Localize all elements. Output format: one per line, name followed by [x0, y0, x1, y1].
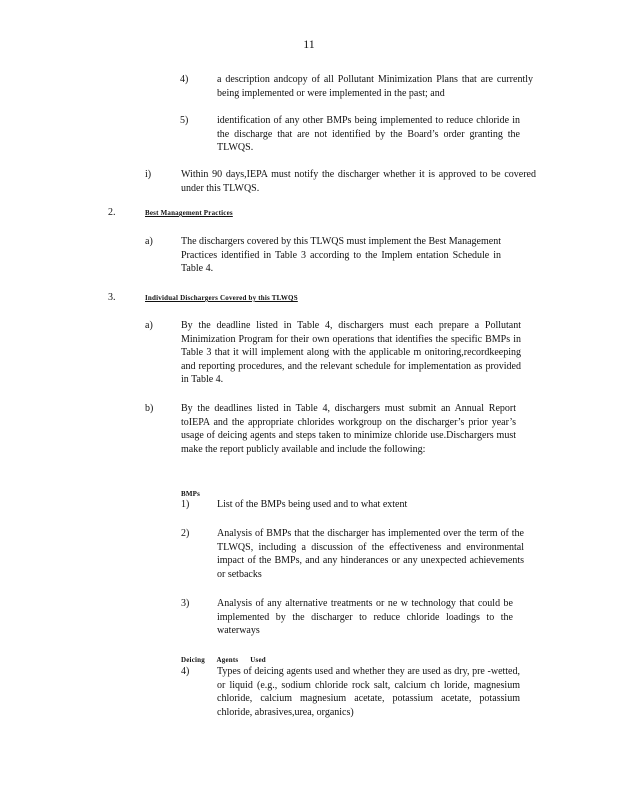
item-label: b)	[145, 403, 154, 414]
item-label: 1)	[181, 499, 190, 510]
list-item	[181, 527, 541, 583]
section-title: Individual Dischargers Covered by this TLWQS	[145, 294, 298, 302]
page-number: 11	[303, 37, 315, 51]
list-item	[180, 73, 540, 101]
item-text: a description andcopy of all Pollutant Minimization Plans that are currently being implemented or were implemented in the past; and	[217, 74, 533, 99]
item-text: Within 90 days,IEPA must notify the discharger whether it is approved to be covered under this TLWQS.	[181, 169, 536, 194]
item-text: identification of any other BMPs being implemented to reduce chloride in the discharge that are not identified by the Board’s order granting the TLWQS.	[217, 115, 520, 154]
item-label: 4)	[180, 74, 189, 85]
list-item	[181, 498, 541, 512]
item-label: a)	[145, 236, 153, 247]
list-item	[145, 235, 525, 277]
item-text: By the deadlines listed in Table 4, dischargers must submit an Annual Report toIEPA and the appropriate chlorides workgroup on the discharger’s prior year’s usage of deicing agents and steps taken to minimize chloride use.Dischargers must make the report publicly available and include the following:	[181, 403, 516, 455]
item-label: 3)	[181, 598, 190, 609]
list-item	[181, 597, 541, 639]
list-item	[145, 319, 535, 389]
item-label: i)	[145, 169, 152, 180]
item-text: The dischargers covered by this TLWQS must implement the Best Management Practices identified in Table 3 according to the Implem entation Schedule in Table 4.	[181, 236, 501, 275]
subheading-bmps: BMPs	[181, 490, 201, 498]
section-heading	[108, 291, 408, 305]
item-text: Analysis of BMPs that the discharger has implemented over the term of the TLWQS, including a discussion of the effectiveness and environmental impact of the BMPs, and any hinderances or any unexpected achievements or setbacks	[217, 528, 524, 580]
item-text: By the deadline listed in Table 4, dischargers must each prepare a Pollutant Minimization Program for their own operations that identifies the specific BMPs in Table 3 that it will implement along with the applicable m onitoring,recordkeeping and reporting procedures, and the relevant schedule for implementation as provided in Table 4.	[181, 320, 521, 386]
section-title: Best Management Practices	[145, 209, 233, 217]
item-label: 4)	[181, 666, 190, 677]
item-label: 5)	[180, 115, 189, 126]
item-text: List of the BMPs being used and to what extent	[217, 499, 408, 510]
list-item	[181, 665, 541, 721]
item-text: Analysis of any alternative treatments or ne w technology that could be implemented by the discharger to reduce chloride loadings to the waterways	[217, 598, 513, 637]
list-item	[145, 168, 545, 196]
section-number: 3.	[108, 292, 116, 303]
subheading-deicing-agents: Deicing Agents Used	[181, 656, 266, 664]
item-label: 2)	[181, 528, 190, 539]
section-heading	[108, 206, 308, 220]
item-text: Types of deicing agents used and whether they are used as dry, pre -wetted, or liquid (e.g., sodium chloride rock salt, calcium ch loride, magnesium chloride, calcium magnesium acetate, potassium acetate, potassium chloride, abrasives,urea, organics)	[217, 666, 520, 718]
list-item	[180, 114, 540, 156]
section-number: 2.	[108, 207, 116, 218]
item-label: a)	[145, 320, 153, 331]
list-item	[145, 402, 535, 472]
